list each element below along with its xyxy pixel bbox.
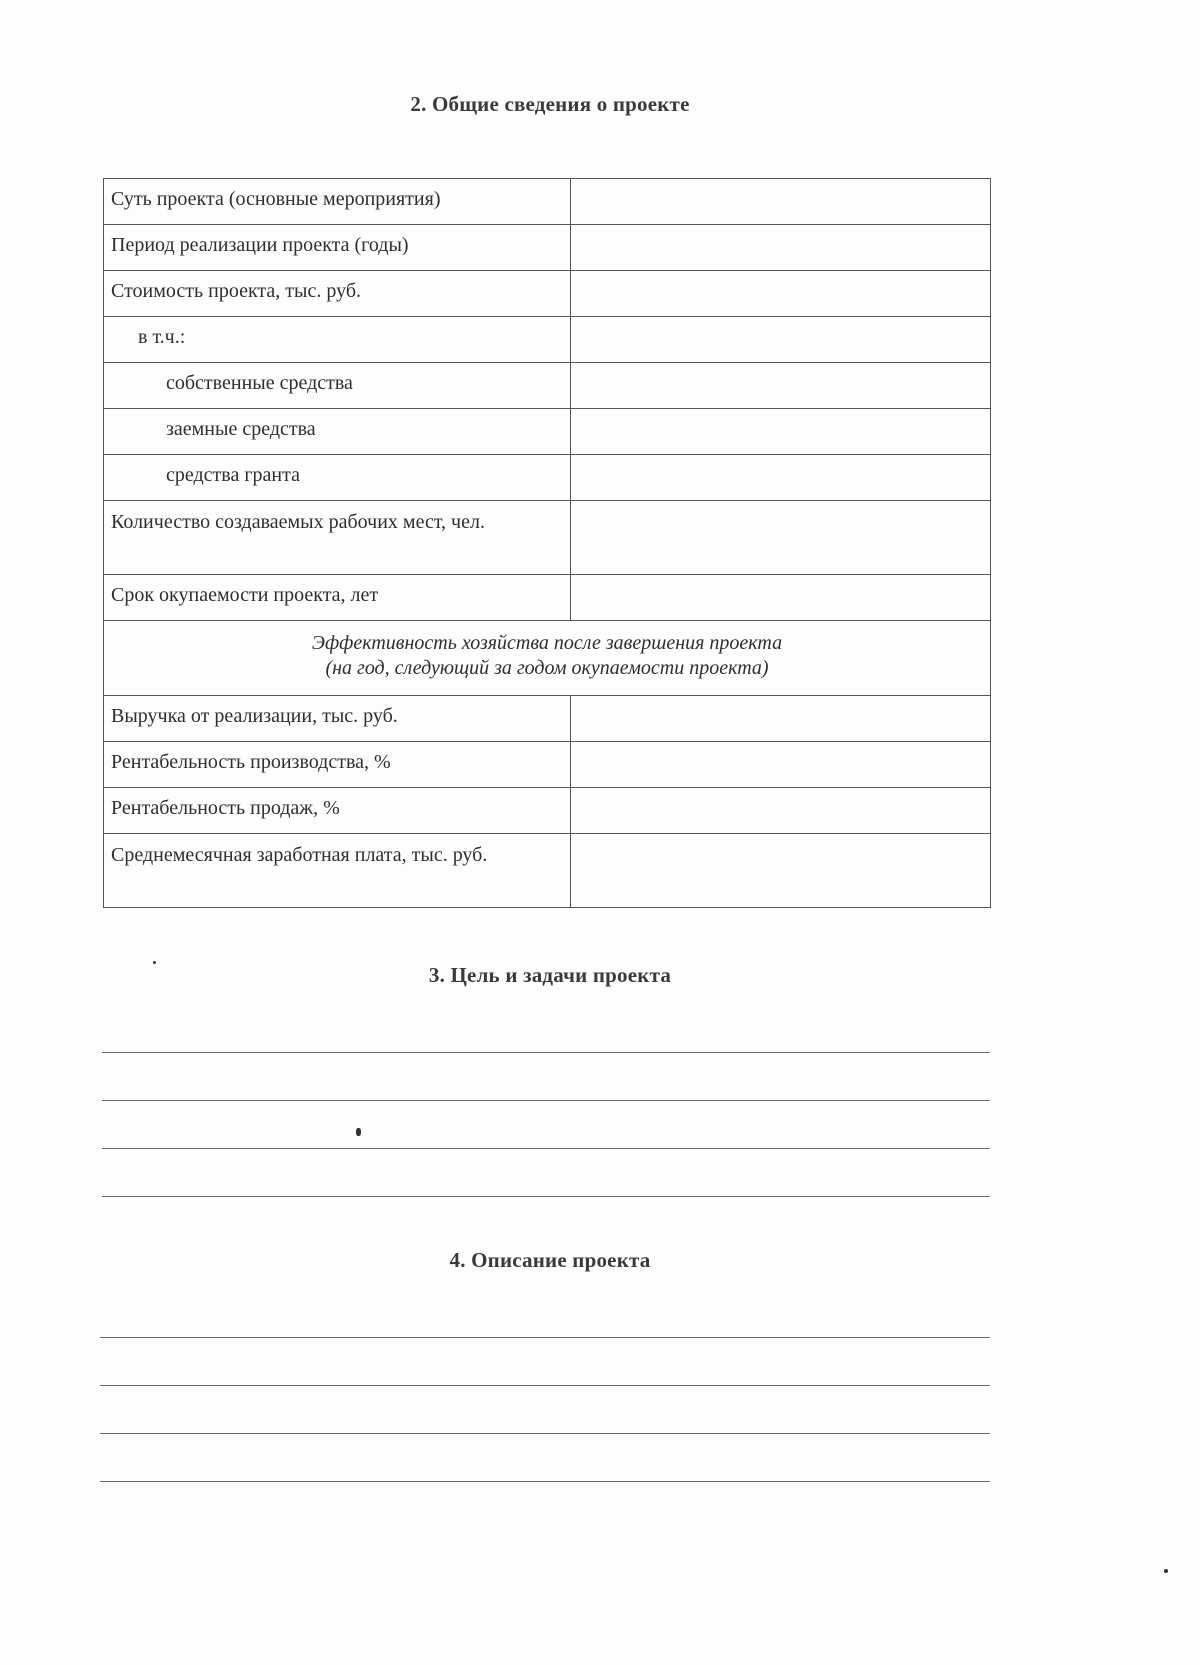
- description-line-3[interactable]: [100, 1433, 990, 1434]
- row-value-cost[interactable]: [571, 271, 991, 317]
- efficiency-header: [104, 621, 991, 696]
- scan-speck: [356, 1128, 361, 1136]
- scan-speck: [1164, 1569, 1168, 1573]
- goals-line-4[interactable]: [102, 1196, 990, 1197]
- table-row: [104, 621, 991, 696]
- row-value-revenue[interactable]: [571, 696, 991, 742]
- row-label-including: в т.ч.:: [104, 317, 571, 363]
- section-3-title: 3. Цель и задачи проекта: [428, 963, 672, 987]
- table-row: [104, 179, 991, 225]
- row-label-grant-funds: средства гранта: [104, 455, 571, 501]
- row-label-borrowed-funds: заемные средства: [104, 409, 571, 455]
- row-label-own-funds: собственные средства: [104, 363, 571, 409]
- table-row: [104, 317, 991, 363]
- table-row: [104, 788, 991, 834]
- row-label-production-profitability: Рентабельность производства, %: [104, 742, 571, 788]
- table-row: [104, 271, 991, 317]
- row-value-borrowed-funds[interactable]: [571, 409, 991, 455]
- section-4-title: 4. Описание проекта: [449, 1248, 651, 1272]
- table-row: [104, 501, 991, 575]
- description-line-2[interactable]: [100, 1385, 990, 1386]
- row-label-jobs: Количество создаваемых рабочих мест, чел.: [104, 501, 571, 575]
- table-row: [104, 696, 991, 742]
- row-value-grant-funds[interactable]: [571, 455, 991, 501]
- row-value-including[interactable]: [571, 317, 991, 363]
- scan-speck: [153, 961, 156, 964]
- description-line-1[interactable]: [100, 1337, 990, 1338]
- table-row: [104, 575, 991, 621]
- table-row: [104, 742, 991, 788]
- goals-line-2[interactable]: [102, 1100, 990, 1101]
- project-info-table: [103, 178, 991, 908]
- table-row: [104, 455, 991, 501]
- row-label-avg-salary: Среднемесячная заработная плата, тыс. руб.: [104, 834, 571, 908]
- goals-line-3[interactable]: [102, 1148, 990, 1149]
- row-value-sales-profitability[interactable]: [571, 788, 991, 834]
- efficiency-header-line-1: Эффективность хозяйства после завершения проекта: [311, 632, 783, 654]
- table-row: [104, 225, 991, 271]
- goals-line-1[interactable]: [102, 1052, 990, 1053]
- row-label-period: Период реализации проекта (годы): [104, 225, 571, 271]
- row-value-own-funds[interactable]: [571, 363, 991, 409]
- table-row: [104, 834, 991, 908]
- row-value-avg-salary[interactable]: [571, 834, 991, 908]
- row-label-revenue: Выручка от реализации, тыс. руб.: [104, 696, 571, 742]
- efficiency-header-line-2: (на год, следующий за годом окупаемости проекта): [325, 657, 769, 679]
- section-2-title: 2. Общие сведения о проекте: [410, 92, 690, 116]
- table-row: [104, 363, 991, 409]
- row-label-payback: Срок окупаемости проекта, лет: [104, 575, 571, 621]
- table-row: [104, 409, 991, 455]
- row-value-period[interactable]: [571, 225, 991, 271]
- row-value-essence[interactable]: [571, 179, 991, 225]
- row-label-sales-profitability: Рентабельность продаж, %: [104, 788, 571, 834]
- row-value-payback[interactable]: [571, 575, 991, 621]
- row-label-cost: Стоимость проекта, тыс. руб.: [104, 271, 571, 317]
- row-label-essence: Суть проекта (основные мероприятия): [104, 179, 571, 225]
- description-line-4[interactable]: [100, 1481, 990, 1482]
- row-value-jobs[interactable]: [571, 501, 991, 575]
- row-value-production-profitability[interactable]: [571, 742, 991, 788]
